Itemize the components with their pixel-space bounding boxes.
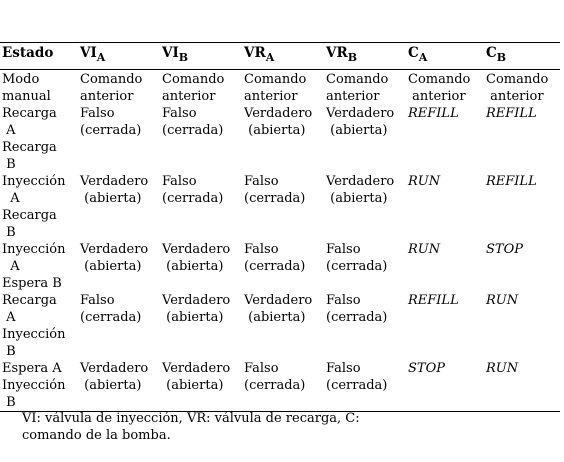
table-body <box>0 70 560 412</box>
value-cell <box>484 70 560 106</box>
value-cell <box>406 105 484 173</box>
cell-line: Verdadero <box>162 361 231 376</box>
cell-line: (abierta) <box>162 259 224 274</box>
cell-line: Verdadero <box>80 242 149 257</box>
state-line: Recarga <box>2 106 57 121</box>
cell-line: Verdadero <box>80 361 149 376</box>
cell-line: Falso <box>244 361 279 376</box>
value-cell <box>78 360 160 412</box>
cell-line: (cerrada) <box>162 123 224 138</box>
footnote-line: comando de la bomba. <box>22 428 171 443</box>
column-header-subscript: A <box>265 51 275 64</box>
value-cell <box>78 292 160 360</box>
cell-line: (cerrada) <box>244 378 306 393</box>
value-cell <box>406 360 484 412</box>
column-header-label: Estado <box>2 45 54 61</box>
column-header-subscript: A <box>418 51 428 64</box>
cell-line: Falso <box>326 361 361 376</box>
state-table-container <box>0 42 560 412</box>
cell-line: RUN <box>408 174 441 189</box>
state-line: Modo <box>2 72 40 87</box>
cell-line: Falso <box>80 106 115 121</box>
state-cell <box>0 70 78 106</box>
value-cell <box>78 105 160 173</box>
cell-line: Verdadero <box>326 106 395 121</box>
value-cell <box>242 241 324 292</box>
value-cell <box>160 292 242 360</box>
state-line: A <box>2 310 16 325</box>
value-cell <box>160 70 242 106</box>
table-row <box>0 105 560 173</box>
state-cell <box>0 105 78 173</box>
table-header-row <box>0 43 560 70</box>
state-line: B <box>2 157 16 172</box>
table-row <box>0 70 560 106</box>
cell-line: (cerrada) <box>326 378 388 393</box>
table-row <box>0 241 560 292</box>
value-cell <box>160 241 242 292</box>
cell-line: Verdadero <box>162 242 231 257</box>
cell-line: STOP <box>408 361 445 376</box>
column-header <box>484 43 560 70</box>
cell-line: STOP <box>486 242 523 257</box>
cell-line: RUN <box>486 361 519 376</box>
column-header-label: C <box>486 45 497 61</box>
cell-line: (cerrada) <box>244 259 306 274</box>
column-header-label: VI <box>162 45 179 61</box>
state-cell <box>0 292 78 360</box>
value-cell <box>484 173 560 241</box>
cell-line: Comando <box>80 72 143 87</box>
cell-line: Comando <box>244 72 307 87</box>
value-cell <box>242 173 324 241</box>
column-header <box>406 43 484 70</box>
value-cell <box>242 105 324 173</box>
column-header <box>0 43 78 70</box>
cell-line: (abierta) <box>80 191 142 206</box>
state-line: Recarga <box>2 140 57 155</box>
cell-line: Falso <box>80 293 115 308</box>
column-header <box>160 43 242 70</box>
column-header <box>242 43 324 70</box>
cell-line: REFILL <box>408 293 459 308</box>
state-cell <box>0 360 78 412</box>
value-cell <box>242 70 324 106</box>
value-cell <box>324 292 406 360</box>
cell-line: Falso <box>244 174 279 189</box>
state-line: A <box>2 259 20 274</box>
state-cell <box>0 173 78 241</box>
table-row <box>0 360 560 412</box>
value-cell <box>78 70 160 106</box>
value-cell <box>324 241 406 292</box>
cell-line: Comando <box>408 72 471 87</box>
column-header-label: C <box>408 45 419 61</box>
cell-line: Falso <box>162 106 197 121</box>
state-table <box>0 42 560 412</box>
cell-line: anterior <box>162 89 216 104</box>
cell-line: REFILL <box>486 174 537 189</box>
state-line: Inyección <box>2 327 66 342</box>
cell-line: REFILL <box>486 106 537 121</box>
table-footnote <box>22 410 382 444</box>
state-line: A <box>2 191 20 206</box>
value-cell <box>406 173 484 241</box>
cell-line: Verdadero <box>326 174 395 189</box>
value-cell <box>160 105 242 173</box>
value-cell <box>242 292 324 360</box>
column-header-subscript: B <box>347 51 358 64</box>
value-cell <box>484 241 560 292</box>
cell-line: Comando <box>486 72 549 87</box>
column-header <box>324 43 406 70</box>
cell-line: Comando <box>326 72 389 87</box>
cell-line: (abierta) <box>162 378 224 393</box>
cell-line: anterior <box>408 89 466 104</box>
state-cell <box>0 241 78 292</box>
cell-line: anterior <box>80 89 134 104</box>
value-cell <box>160 360 242 412</box>
column-header-subscript: B <box>178 51 189 64</box>
value-cell <box>324 360 406 412</box>
value-cell <box>484 360 560 412</box>
cell-line: Verdadero <box>244 106 313 121</box>
column-header-subscript: B <box>496 51 507 64</box>
column-header-label: VR <box>244 45 266 61</box>
cell-line: anterior <box>244 89 298 104</box>
cell-line: (cerrada) <box>162 191 224 206</box>
state-line: manual <box>2 89 51 104</box>
cell-line: (abierta) <box>162 310 224 325</box>
value-cell <box>242 360 324 412</box>
column-header <box>78 43 160 70</box>
cell-line: Verdadero <box>162 293 231 308</box>
state-line: Recarga <box>2 208 57 223</box>
value-cell <box>484 292 560 360</box>
value-cell <box>324 173 406 241</box>
state-line: B <box>2 395 16 410</box>
cell-line: (abierta) <box>326 191 388 206</box>
value-cell <box>406 292 484 360</box>
table-row <box>0 292 560 360</box>
cell-line: (cerrada) <box>244 191 306 206</box>
state-line: Espera A <box>2 361 62 376</box>
table-row <box>0 173 560 241</box>
cell-line: (abierta) <box>326 123 388 138</box>
cell-line: (abierta) <box>244 310 306 325</box>
value-cell <box>160 173 242 241</box>
cell-line: (cerrada) <box>326 259 388 274</box>
cell-line: (cerrada) <box>80 310 142 325</box>
cell-line: Falso <box>244 242 279 257</box>
column-header-label: VI <box>80 45 97 61</box>
state-line: A <box>2 123 16 138</box>
state-line: Inyección <box>2 378 66 393</box>
cell-line: Falso <box>326 293 361 308</box>
value-cell <box>484 105 560 173</box>
cell-line: Verdadero <box>244 293 313 308</box>
value-cell <box>78 241 160 292</box>
state-line: Recarga <box>2 293 57 308</box>
cell-line: (abierta) <box>80 259 142 274</box>
value-cell <box>78 173 160 241</box>
cell-line: REFILL <box>408 106 459 121</box>
cell-line: Comando <box>162 72 225 87</box>
cell-line: RUN <box>408 242 441 257</box>
footnote-line: VI: válvula de inyección, VR: válvula de recarga, C: <box>22 411 360 426</box>
column-header-subscript: A <box>96 51 106 64</box>
state-line: B <box>2 225 16 240</box>
cell-line: (cerrada) <box>80 123 142 138</box>
cell-line: anterior <box>326 89 380 104</box>
cell-line: Falso <box>326 242 361 257</box>
cell-line: Falso <box>162 174 197 189</box>
state-line: Espera B <box>2 276 62 291</box>
value-cell <box>324 70 406 106</box>
cell-line: RUN <box>486 293 519 308</box>
column-header-label: VR <box>326 45 348 61</box>
state-line: Inyección <box>2 174 66 189</box>
state-line: B <box>2 344 16 359</box>
state-line: Inyección <box>2 242 66 257</box>
value-cell <box>406 70 484 106</box>
cell-line: (abierta) <box>80 378 142 393</box>
cell-line: anterior <box>486 89 544 104</box>
value-cell <box>324 105 406 173</box>
value-cell <box>406 241 484 292</box>
cell-line: Verdadero <box>80 174 149 189</box>
cell-line: (abierta) <box>244 123 306 138</box>
cell-line: (cerrada) <box>326 310 388 325</box>
